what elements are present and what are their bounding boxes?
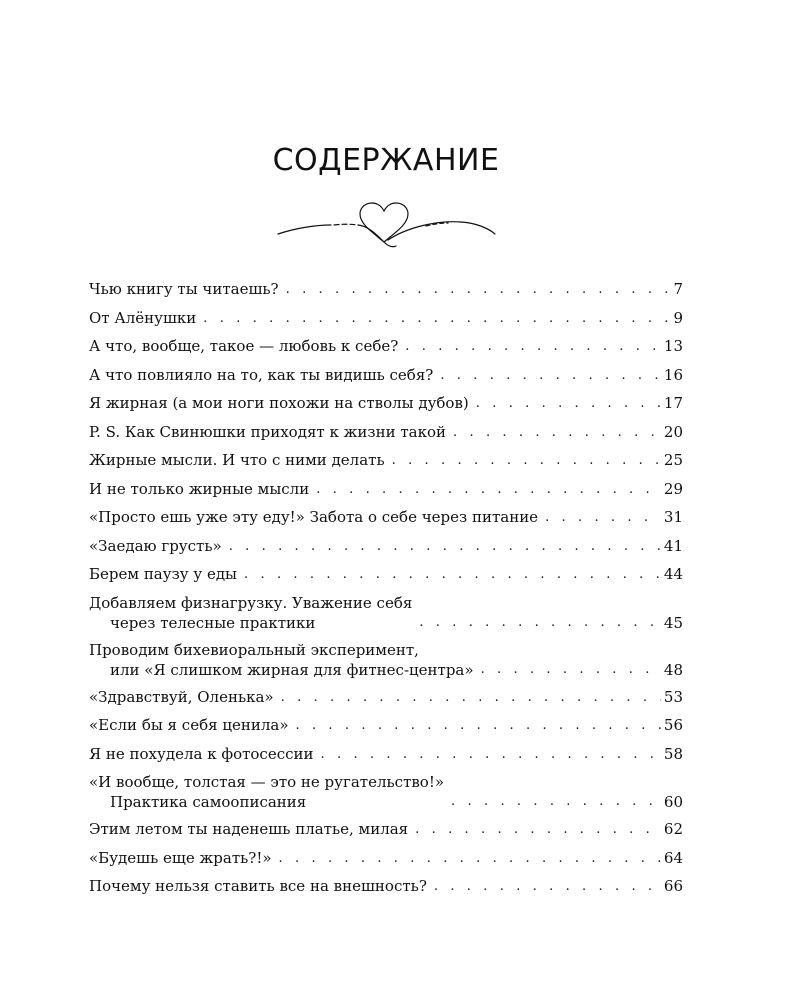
toc-entry-title bbox=[89, 536, 222, 557]
toc-page-number: 66 bbox=[663, 877, 683, 895]
toc-entry[interactable] bbox=[89, 422, 683, 443]
toc-entry[interactable] bbox=[89, 876, 683, 897]
toc-entry[interactable] bbox=[89, 687, 683, 708]
toc-entry-title-line: А что повлияло на то, как ты видишь себя? bbox=[89, 365, 434, 384]
toc-entry-title-line: «Здравствуй, Оленька» bbox=[89, 687, 274, 706]
toc-entry-title-line: А что, вообще, такое — любовь к себе? bbox=[89, 337, 399, 355]
toc-page-number: 62 bbox=[663, 820, 683, 838]
toc-entry-title bbox=[89, 422, 446, 443]
toc-page-number: 53 bbox=[663, 687, 683, 706]
toc-entry-title bbox=[89, 279, 279, 300]
toc-entry[interactable] bbox=[89, 279, 683, 300]
toc-entry-title bbox=[89, 744, 314, 765]
toc-page-number: 48 bbox=[663, 660, 683, 679]
toc-dot-leader bbox=[279, 849, 661, 869]
toc-dot-leader bbox=[286, 280, 670, 300]
toc-entry-title bbox=[89, 393, 469, 414]
toc-entry-title bbox=[89, 593, 412, 633]
toc-page-number: 56 bbox=[663, 716, 683, 734]
toc-entry-title bbox=[89, 848, 272, 869]
toc-entry-title-line: «И вообще, толстая — это не ругательство!» bbox=[89, 773, 445, 791]
toc-page-number: 29 bbox=[663, 479, 683, 498]
toc-dot-leader bbox=[321, 745, 661, 765]
toc-entry-title bbox=[89, 336, 398, 357]
toc-entry[interactable] bbox=[89, 772, 683, 812]
toc-entry-title-line: Чью книгу ты читаешь? bbox=[89, 280, 279, 298]
toc-entry[interactable] bbox=[89, 308, 683, 329]
toc-entry-title bbox=[89, 819, 408, 840]
toc-entry-title bbox=[89, 715, 289, 736]
toc-entry[interactable] bbox=[89, 336, 683, 357]
toc-page-number: 13 bbox=[663, 337, 683, 355]
table-of-contents bbox=[89, 279, 683, 905]
toc-entry-title bbox=[89, 772, 444, 812]
toc-entry-title-line: Берем паузу у еды bbox=[89, 565, 238, 583]
toc-entry[interactable] bbox=[89, 744, 683, 765]
toc-page-number: 25 bbox=[663, 451, 683, 469]
toc-entry-title-line: P. S. Как Свинюшки приходят к жизни такой bbox=[89, 422, 447, 441]
toc-dot-leader bbox=[316, 480, 661, 500]
toc-entry-title-line: Я жирная (а мои ноги похожи на стволы дубов) bbox=[89, 394, 469, 412]
toc-dot-leader bbox=[451, 792, 661, 812]
toc-dot-leader bbox=[481, 660, 661, 680]
toc-entry[interactable] bbox=[89, 479, 683, 500]
toc-entry-title-line: «Заедаю грусть» bbox=[89, 536, 222, 555]
toc-dot-leader bbox=[296, 716, 661, 736]
toc-entry-title-line: От Алёнушки bbox=[89, 308, 197, 327]
toc-entry-title bbox=[89, 479, 309, 500]
toc-entry-title bbox=[89, 640, 474, 680]
toc-entry[interactable] bbox=[89, 848, 683, 869]
toc-page-number: 64 bbox=[663, 848, 683, 867]
toc-entry[interactable] bbox=[89, 393, 683, 414]
toc-dot-leader bbox=[440, 366, 661, 386]
toc-entry[interactable] bbox=[89, 593, 683, 633]
toc-page-number: 9 bbox=[673, 308, 683, 327]
toc-page-number: 17 bbox=[663, 394, 683, 412]
toc-entry-title bbox=[89, 308, 196, 329]
toc-dot-leader bbox=[434, 877, 661, 897]
toc-entry-title-line: или «Я слишком жирная для фитнес-центра» bbox=[110, 660, 474, 679]
toc-entry[interactable] bbox=[89, 564, 683, 585]
toc-entry-title bbox=[89, 507, 538, 528]
toc-entry-title bbox=[89, 876, 427, 897]
toc-entry[interactable] bbox=[89, 507, 683, 528]
toc-entry[interactable] bbox=[89, 536, 683, 557]
page-title: СОДЕРЖАНИЕ bbox=[272, 143, 500, 178]
toc-entry-title-line: Проводим бихевиоральный эксперимент, bbox=[89, 640, 419, 659]
toc-page-number: 60 bbox=[663, 793, 683, 811]
toc-entry-title bbox=[89, 687, 274, 708]
toc-entry-title-line: Практика самоописания bbox=[110, 793, 307, 811]
toc-page-number: 16 bbox=[663, 365, 683, 384]
toc-entry-title-line: Жирные мысли. И что с ними делать bbox=[89, 451, 385, 469]
toc-dot-leader bbox=[415, 820, 661, 840]
toc-dot-leader bbox=[419, 613, 661, 633]
toc-dot-leader bbox=[392, 451, 661, 471]
toc-dot-leader bbox=[545, 508, 661, 528]
toc-entry-title-line: Я не похудела к фотосессии bbox=[89, 744, 314, 763]
toc-entry[interactable] bbox=[89, 640, 683, 680]
toc-entry-title-line: Этим летом ты наденешь платье, милая bbox=[89, 820, 409, 838]
toc-page-number: 20 bbox=[663, 422, 683, 441]
toc-page-number: 58 bbox=[663, 744, 683, 763]
heart-flourish-icon bbox=[276, 198, 498, 252]
toc-entry-title-line: «Если бы я себя ценила» bbox=[89, 716, 289, 734]
toc-page-number: 7 bbox=[673, 280, 683, 298]
toc-dot-leader bbox=[203, 309, 670, 329]
toc-entry-title bbox=[89, 564, 237, 585]
toc-dot-leader bbox=[476, 394, 661, 414]
toc-dot-leader bbox=[281, 688, 661, 708]
toc-entry-title bbox=[89, 365, 433, 386]
toc-entry-title bbox=[89, 450, 385, 471]
toc-page-number: 45 bbox=[663, 613, 683, 632]
toc-entry[interactable] bbox=[89, 450, 683, 471]
toc-entry[interactable] bbox=[89, 365, 683, 386]
toc-entry-title-line: через телесные практики bbox=[110, 613, 316, 632]
toc-entry-title-line: «Будешь еще жрать?!» bbox=[89, 848, 272, 867]
toc-page-number: 31 bbox=[663, 508, 683, 526]
toc-dot-leader bbox=[244, 565, 661, 585]
toc-entry[interactable] bbox=[89, 715, 683, 736]
toc-entry-title-line: Добавляем физнагрузку. Уважение себя bbox=[89, 593, 413, 612]
toc-entry[interactable] bbox=[89, 819, 683, 840]
toc-entry-title-line: И не только жирные мысли bbox=[89, 479, 310, 498]
toc-dot-leader bbox=[453, 423, 661, 443]
toc-entry-title-line: «Просто ешь уже эту еду!» Забота о себе через питание bbox=[89, 508, 539, 526]
toc-entry-title-line: Почему нельзя ставить все на внешность? bbox=[89, 877, 427, 895]
toc-page-number: 44 bbox=[663, 565, 683, 583]
toc-dot-leader bbox=[229, 537, 661, 557]
toc-page-number: 41 bbox=[663, 536, 683, 555]
toc-dot-leader bbox=[405, 337, 661, 357]
